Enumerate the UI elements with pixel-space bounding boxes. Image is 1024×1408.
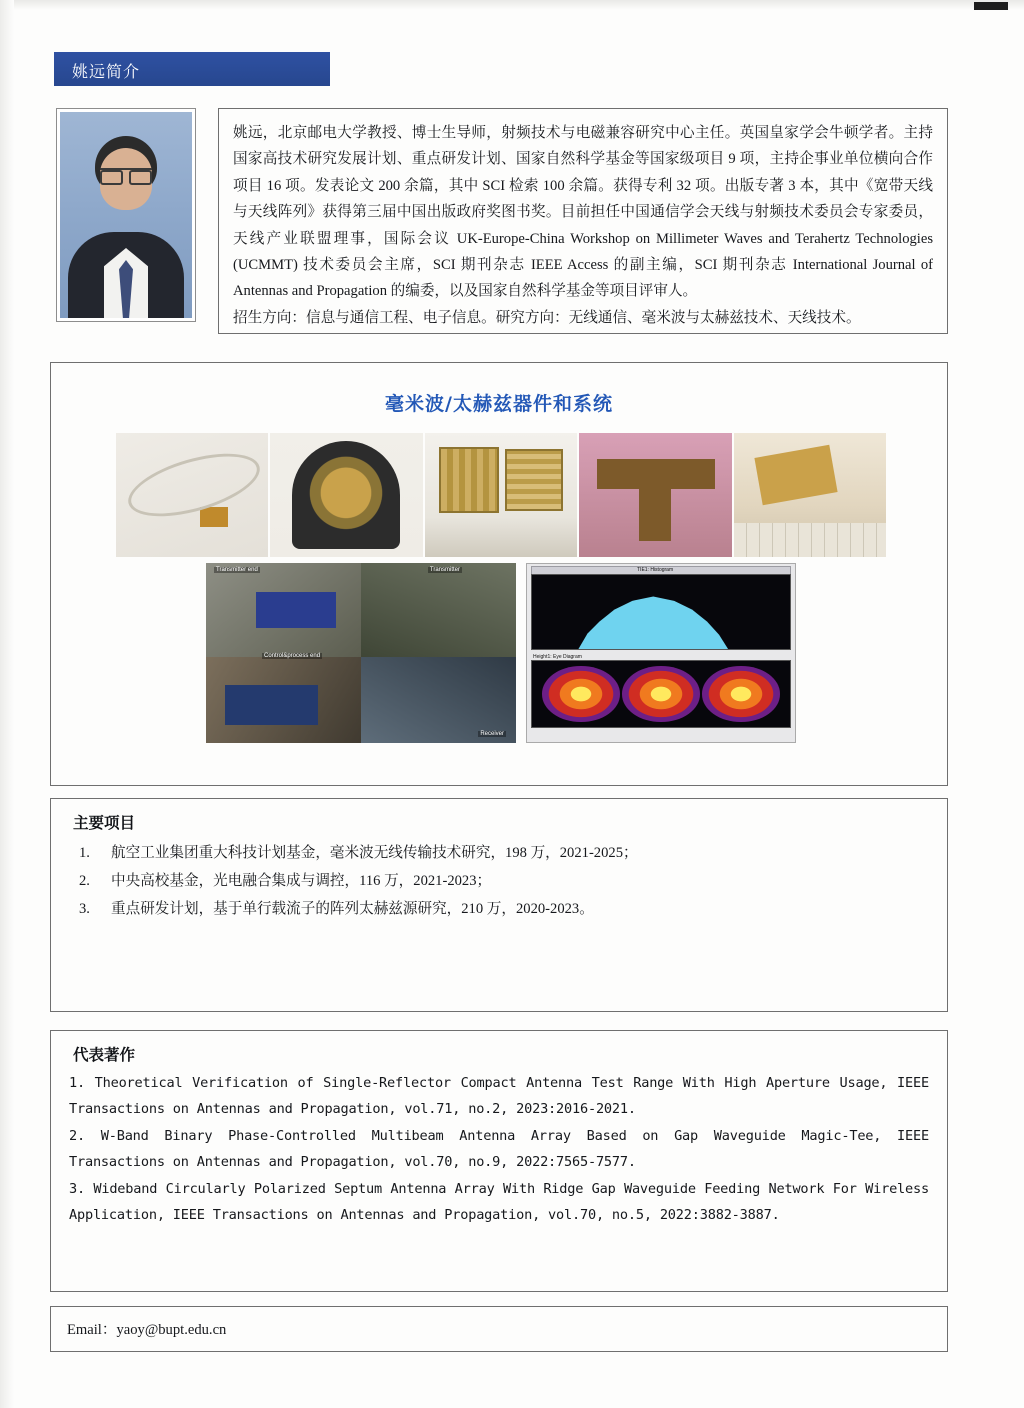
contact-box (50, 1306, 948, 1352)
collage-label-transmitter: Transmitter (429, 567, 460, 573)
biography-paragraph: 姚远，北京邮电大学教授、博士生导师，射频技术与电磁兼容研究中心主任。英国皇家学会牛顿学者。主持国家高技术研究发展计划、重点研发计划、国家自然科学基金等国家级项目 9 项，主持企事业单位横向合作项目 16 项。发表论文 200 余篇，其中 SCI 检索 100 余篇。获得专利 32 项。出版专著 3 本，其中《宽带天线与天线阵列》获得第三届中国出版政府奖图书奖。目前担任中国通信学会天线与射频技术委员会专家委员，天线产业联盟理事，国际会议 UK-Europe-China Workshop on Millimeter Waves and Terahertz Technologies (UCMMT) 技术委员会主席，SCI 期刊杂志 IEEE Access 的副主编，SCI 期刊杂志 International Journal of Antennas and Propagation 的编委，以及国家自然科学基金等项目评审人。 (233, 125, 933, 300)
collage-monitor-2 (225, 685, 318, 725)
photo-circular-lens-antenna (270, 433, 422, 557)
portrait-photo-frame (56, 108, 196, 322)
photo-flexible-cable-module (116, 433, 268, 557)
publication-item: 1. Theoretical Verification of Single-Reflector Compact Antenna Test Range With High Aperture Usage, IEEE Transactions on Antennas and Propagation, vol.71, no.2, 2023:2016-2021. (69, 1075, 929, 1117)
scan-edge-top (0, 0, 1024, 10)
collage-label-receiver: Receiver (480, 731, 504, 737)
publications-box (50, 1030, 948, 1292)
collage-monitor-1 (256, 592, 337, 628)
list-item (69, 895, 929, 923)
scope-histogram-panel (531, 574, 791, 650)
projects-title: 主要项目 (73, 814, 136, 832)
project-number: 1. (79, 845, 90, 861)
eye-diagram-lobe (622, 666, 699, 721)
project-text: 中央高校基金，光电融合集成与调控，116 万，2021-2023； (111, 873, 492, 889)
project-text: 重点研发计划，基于单行载流子的阵列太赫兹源研究，210 万，2020-2023。 (111, 901, 594, 917)
showcase-photo-row-bottom (206, 563, 796, 743)
collage-label-control: Control&process end (264, 653, 321, 659)
project-number: 3. (79, 901, 90, 917)
scan-edge-left (0, 0, 14, 1408)
photo-waveguide-array-blocks (425, 433, 577, 557)
collage-quadrant-b (361, 563, 516, 657)
email-address[interactable]: Email：yaoy@bupt.edu.cn (67, 1322, 227, 1338)
publications-title: 代表著作 (73, 1046, 136, 1064)
publication-item: 3. Wideband Circularly Polarized Septum Antenna Array With Ridge Gap Waveguide Feeding Network For Wireless Application, IEEE Transactions on Antennas and Propagation, vol.70, no.5, 2022:3882-3887. (69, 1181, 929, 1223)
photo-field-test-collage (206, 563, 516, 743)
page-title-banner (54, 52, 330, 86)
projects-list (69, 839, 929, 923)
eye-diagram-lobe (542, 666, 619, 721)
eye-diagram-lobe (702, 666, 779, 721)
projects-box (50, 798, 948, 1012)
glasses-icon (100, 168, 152, 182)
portrait-photo (60, 112, 192, 318)
scope-label-hist-title: TIE1: Histogram (637, 567, 674, 573)
scope-eye-panel (531, 660, 791, 728)
scan-registration-mark (974, 2, 1008, 10)
biography-box (218, 108, 948, 334)
page-title: 姚远简介 (72, 62, 141, 81)
admission-directions: 招生方向：信息与通信工程、电子信息。研究方向：无线通信、毫米波与太赫兹技术、天线技术。 (233, 309, 861, 326)
scope-histogram-trace (578, 594, 728, 649)
photo-pcb-transition-pink (579, 433, 731, 557)
showcase-photo-row-top (116, 433, 886, 557)
photo-oscilloscope-eye-diagram (526, 563, 796, 743)
list-item (69, 867, 929, 895)
project-number: 2. (79, 873, 90, 889)
project-text: 航空工业集团重大科技计划基金，毫米波无线传输技术研究，198 万，2021-2025； (111, 845, 638, 861)
publication-item: 2. W-Band Binary Phase-Controlled Multibeam Antenna Array Based on Gap Waveguide Magic-Tee, IEEE Transactions on Antennas and Propagation, vol.70, no.9, 2022:7565-7577. (69, 1128, 929, 1170)
showcase-box (50, 362, 948, 786)
scope-label-eye-title: Height1: Eye Diagram (533, 654, 582, 660)
list-item (69, 839, 929, 867)
collage-label-transmitter-end: Transmitter end (216, 567, 258, 573)
showcase-title: 毫米波/太赫兹器件和系统 (385, 393, 613, 415)
photo-wr10-to-siw-transition (734, 433, 886, 557)
